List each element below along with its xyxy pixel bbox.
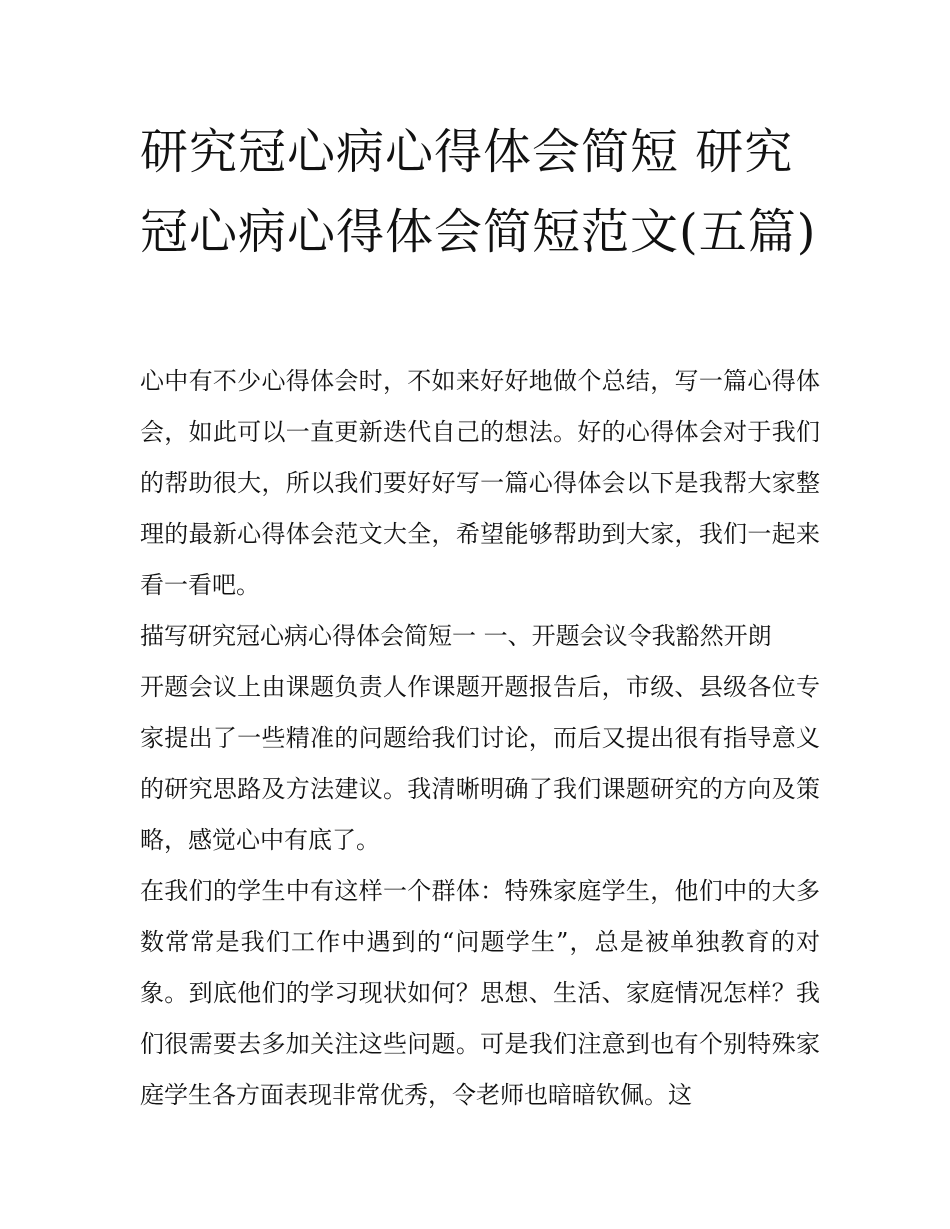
paragraph-section-heading: 描写研究冠心病心得体会简短一 一、开题会议令我豁然开朗: [140, 622, 772, 650]
paragraph-special-students: 在我们的学生中有这样一个群体：特殊家庭学生，他们中的大多数常常是我们工作中遇到的“问题学生”，总是被单独教育的对象。到底他们的学习现状如何？思想、生活、家庭情况怎样？我们很需要去多加关注这些问题。可是我们注意到也有个别特殊家庭学生各方面表现非常优秀，令老师也暗暗钦佩。这: [140, 877, 820, 1109]
document-title: 研究冠心病心得体会简短 研究冠心病心得体会简短范文(五篇): [140, 124, 817, 260]
paragraph-opening-meeting: 开题会议上由课题负责人作课题开题报告后，市级、县级各位专家提出了一些精准的问题给我们讨论，而后又提出很有指导意义的研究思路及方法建议。我清晰明确了我们课题研究的方向及策略，感觉心中有底了。: [140, 673, 820, 854]
paragraph-intro: 心中有不少心得体会时，不如来好好地做个总结，写一篇心得体会，如此可以一直更新迭代自己的想法。好的心得体会对于我们的帮助很大，所以我们要好好写一篇心得体会以下是我帮大家整理的最新心得体会范文大全，希望能够帮助到大家，我们一起来看一看吧。: [140, 367, 820, 599]
document-body: [140, 356, 820, 1121]
